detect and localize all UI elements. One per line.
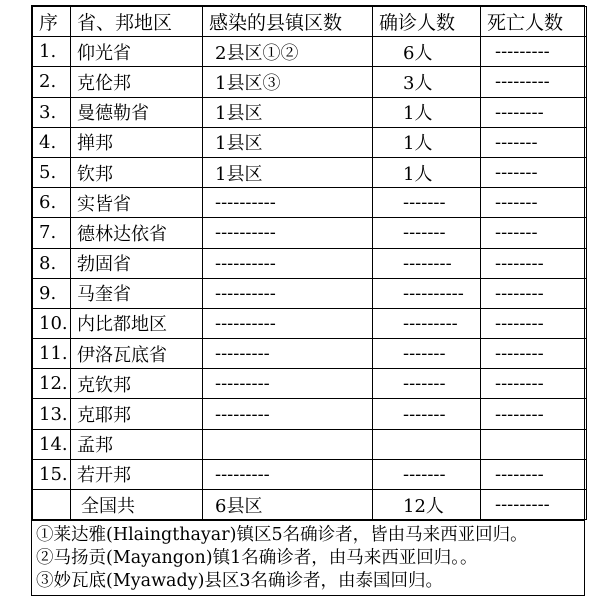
row-deaths: -------: [481, 127, 587, 157]
total-label: 全国共: [71, 490, 203, 520]
row-counties: 1县区: [203, 97, 373, 127]
row-cases: ----------: [373, 278, 481, 308]
total-cases: 12人: [373, 490, 481, 520]
row-deaths: --------: [481, 459, 587, 489]
row-number: 4.: [33, 127, 71, 157]
row-deaths: --------: [481, 339, 587, 369]
row-cases: -------: [373, 369, 481, 399]
row-region: 曼德勒省: [71, 97, 203, 127]
table-header-row: [33, 7, 587, 37]
header-region: 省、邦地区: [71, 7, 203, 37]
row-number: 7.: [33, 218, 71, 248]
footnote-2: ②马扬贡(Mayangon)镇1名确诊者，由马来西亚回归。。: [36, 548, 478, 569]
table-row: [33, 399, 587, 429]
row-counties: 1县区: [203, 127, 373, 157]
row-number: 8.: [33, 248, 71, 278]
row-cases: -------: [373, 188, 481, 218]
table-row: [33, 369, 587, 399]
row-region: 德林达依省: [71, 218, 203, 248]
row-counties: 1县区: [203, 157, 373, 187]
row-number: 13.: [33, 399, 71, 429]
table-row: [33, 308, 587, 338]
row-cases: -------: [373, 218, 481, 248]
table-row: [33, 248, 587, 278]
region-table: [32, 6, 587, 520]
row-number: 14.: [33, 429, 71, 459]
row-counties: ----------: [203, 308, 373, 338]
footnote-3: ③妙瓦底(Myawady)县区3名确诊者，由泰国回归。: [36, 571, 444, 592]
row-number: 15.: [33, 459, 71, 489]
outbreak-statistics-table: [31, 5, 585, 596]
row-region: 内比都地区: [71, 308, 203, 338]
row-cases: 1人: [373, 127, 481, 157]
row-deaths: -------: [481, 218, 587, 248]
row-number: 6.: [33, 188, 71, 218]
row-region: 掸邦: [71, 127, 203, 157]
header-cases: 确诊人数: [373, 7, 481, 37]
row-deaths: -------: [481, 157, 587, 187]
table-row: [33, 429, 587, 459]
row-cases: -------: [373, 459, 481, 489]
row-counties: ----------: [203, 218, 373, 248]
row-cases: 1人: [373, 97, 481, 127]
row-deaths: [481, 429, 587, 459]
row-deaths: --------: [481, 399, 587, 429]
row-deaths: ---------: [481, 37, 587, 67]
row-counties: ----------: [203, 278, 373, 308]
row-deaths: ---------: [481, 67, 587, 97]
row-cases: 6人: [373, 37, 481, 67]
footnote-1: ①莱达雅(Hlaingthayar)镇区5名确诊者，皆由马来西亚回归。: [36, 525, 528, 546]
header-counties: 感染的县镇区数: [203, 7, 373, 37]
row-deaths: -------: [481, 188, 587, 218]
table-row: [33, 97, 587, 127]
row-number: 9.: [33, 278, 71, 308]
row-region: 勃固省: [71, 248, 203, 278]
row-counties: ---------: [203, 459, 373, 489]
footnotes: [32, 520, 584, 595]
row-region: 实皆省: [71, 188, 203, 218]
row-counties: ----------: [203, 188, 373, 218]
row-counties: ---------: [203, 339, 373, 369]
total-deaths: ---------: [481, 490, 587, 520]
header-deaths: 死亡人数: [481, 7, 587, 37]
row-number: 2.: [33, 67, 71, 97]
row-deaths: --------: [481, 369, 587, 399]
row-counties: [203, 429, 373, 459]
row-number: 1.: [33, 37, 71, 67]
table-row: [33, 37, 587, 67]
row-number: 11.: [33, 339, 71, 369]
table-row: [33, 67, 587, 97]
row-region: 马奎省: [71, 278, 203, 308]
total-counties: 6县区: [203, 490, 373, 520]
row-counties: 1县区③: [203, 67, 373, 97]
row-region: 钦邦: [71, 157, 203, 187]
table-row: [33, 218, 587, 248]
table-row: [33, 157, 587, 187]
header-no: 序: [33, 7, 71, 37]
table-row: [33, 459, 587, 489]
row-region: 孟邦: [71, 429, 203, 459]
row-cases: -------: [373, 399, 481, 429]
row-deaths: --------: [481, 308, 587, 338]
row-cases: -------: [373, 339, 481, 369]
row-region: 克耶邦: [71, 399, 203, 429]
row-cases: [373, 429, 481, 459]
row-cases: --------: [373, 248, 481, 278]
table-row: [33, 278, 587, 308]
table-row: [33, 188, 587, 218]
row-number: 5.: [33, 157, 71, 187]
row-number: 12.: [33, 369, 71, 399]
row-region: 克伦邦: [71, 67, 203, 97]
row-number: 3.: [33, 97, 71, 127]
row-deaths: --------: [481, 278, 587, 308]
row-counties: 2县区①②: [203, 37, 373, 67]
row-region: 若开邦: [71, 459, 203, 489]
row-region: 克钦邦: [71, 369, 203, 399]
row-counties: ---------: [203, 399, 373, 429]
row-cases: ---------: [373, 308, 481, 338]
row-cases: 3人: [373, 67, 481, 97]
table-body: [33, 37, 587, 490]
row-number: 10.: [33, 308, 71, 338]
total-row: [33, 490, 587, 520]
total-no-cell: [33, 490, 71, 520]
table-row: [33, 339, 587, 369]
row-counties: ----------: [203, 248, 373, 278]
table-row: [33, 127, 587, 157]
row-deaths: --------: [481, 97, 587, 127]
row-cases: 1人: [373, 157, 481, 187]
row-deaths: --------: [481, 248, 587, 278]
row-counties: ---------: [203, 369, 373, 399]
row-region: 仰光省: [71, 37, 203, 67]
row-region: 伊洛瓦底省: [71, 339, 203, 369]
